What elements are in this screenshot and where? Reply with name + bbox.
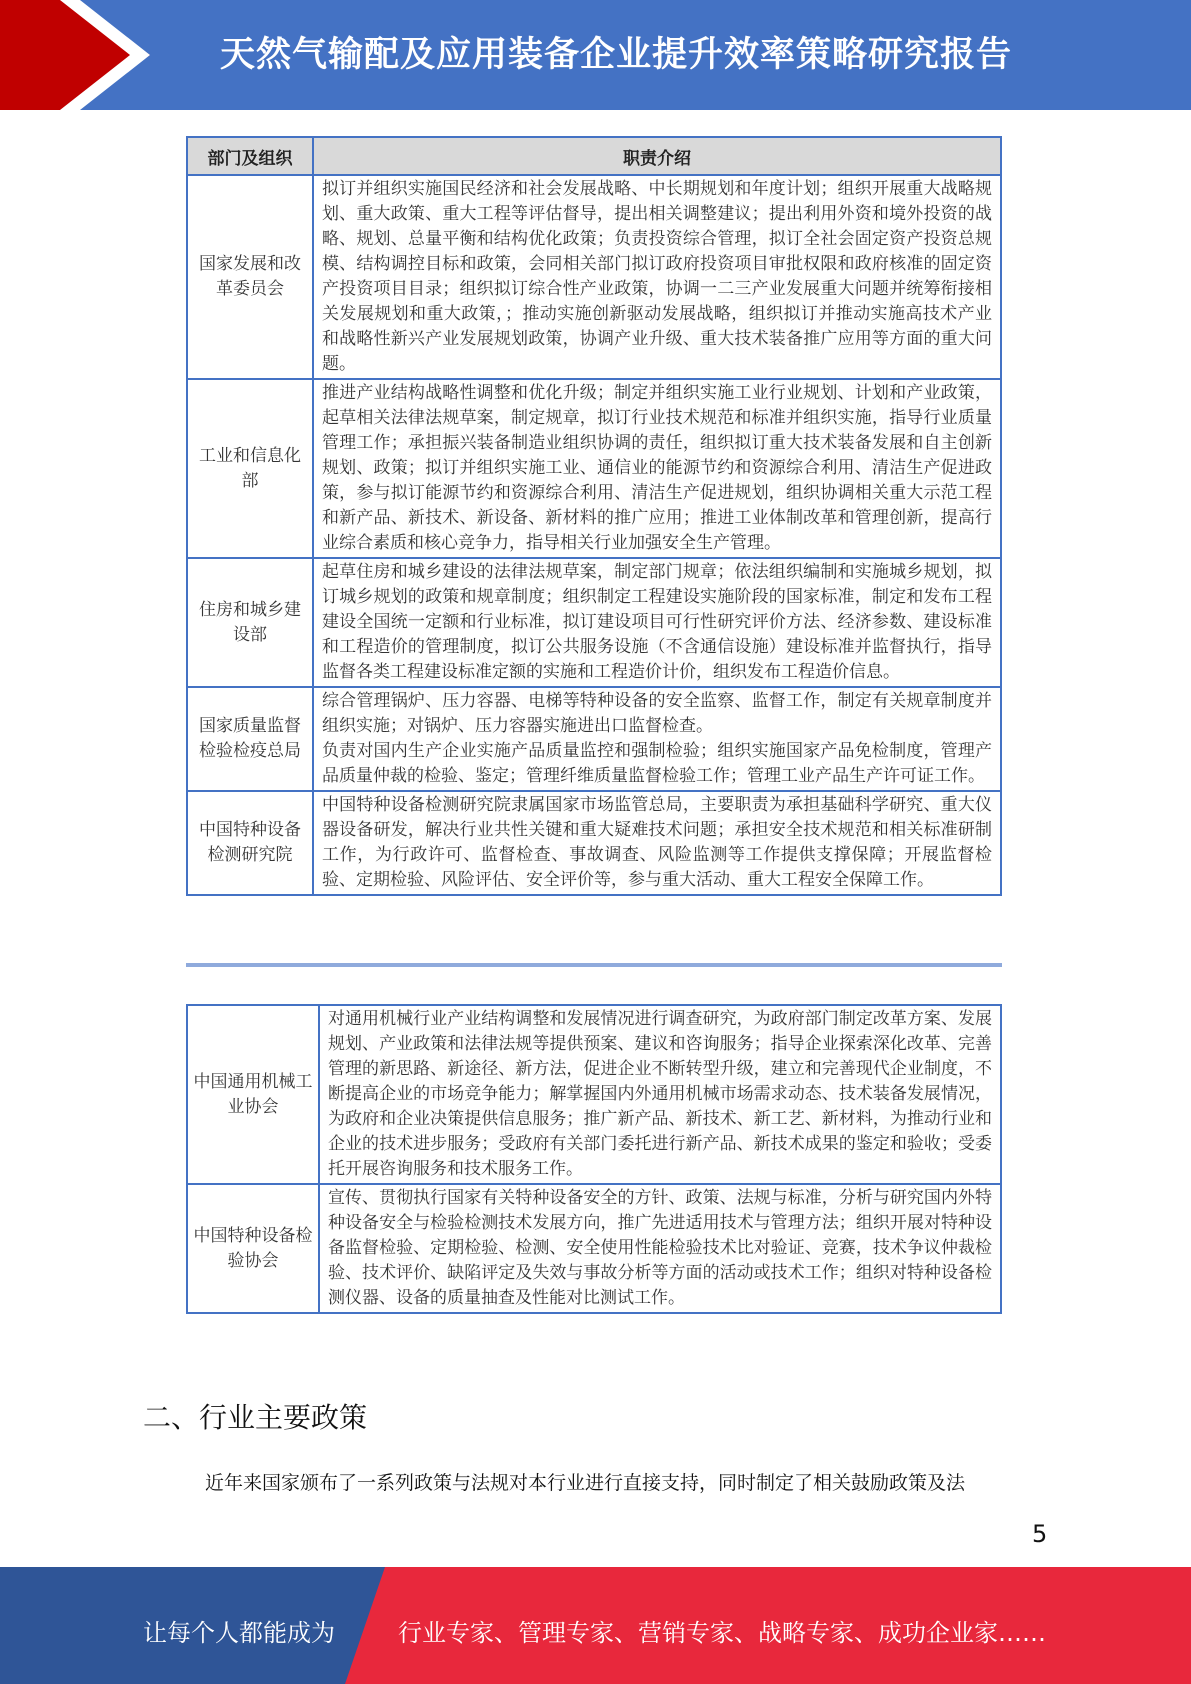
table-row (187, 1184, 1001, 1313)
table-row (187, 558, 1001, 687)
org-name-cell: 住房和城乡建设部 (187, 558, 313, 687)
duty-paragraph: 综合管理锅炉、压力容器、电梯等特种设备的安全监察、监督工作，制定有关规章制度并组织实施；对锅炉、压力容器实施进出口监督检查。 (322, 691, 992, 736)
body-paragraph: 近年来国家颁布了一系列政策与法规对本行业进行直接支持，同时制定了相关鼓励政策及法 (205, 1472, 966, 1494)
footer-slogan-right: 行业专家、管理专家、营销专家、战略专家、成功企业家…… (398, 1619, 1046, 1647)
org-name-cell: 国家发展和改革委员会 (187, 175, 313, 379)
table-row (187, 175, 1001, 379)
duty-description-cell (319, 1005, 1001, 1184)
duty-paragraph: 宣传、贯彻执行国家有关特种设备安全的方针、政策、法规与标准，分析与研究国内外特种设备安全与检验检测技术发展方向，推广先进适用技术与管理方法；组织开展对特种设备监督检验、定期检验、检测、安全使用性能检验技术比对验证、竞赛，技术争议仲裁检验、技术评价、缺陷评定及失效与事故分析等方面的活动或技术工作；组织对特种设备检测仪器、设备的质量抽查及性能对比测试工作。 (328, 1188, 992, 1308)
document-title: 天然气输配及应用装备企业提升效率策略研究报告 (220, 35, 1013, 75)
duty-description-cell (313, 791, 1001, 895)
table-row (187, 791, 1001, 895)
duty-table-continued (186, 1004, 1002, 1314)
duty-description-cell (319, 1184, 1001, 1313)
duty-paragraph: 中国特种设备检测研究院隶属国家市场监管总局，主要职责为承担基础科学研究、重大仪器设备研发，解决行业共性关键和重大疑难技术问题；承担安全技术规范和相关标准研制工作，为行政许可、监督检查、事故调查、风险监测等工作提供支撑保障；开展监督检验、定期检验、风险评估、安全评价等，参与重大活动、重大工程安全保障工作。 (322, 795, 992, 890)
duty-paragraph: 负责对国内生产企业实施产品质量监控和强制检验；组织实施国家产品免检制度，管理产品质量仲裁的检验、鉴定；管理纤维质量监督检验工作；管理工业产品生产许可证工作。 (322, 741, 992, 786)
duty-description-cell (313, 687, 1001, 791)
table-row (187, 687, 1001, 791)
duty-paragraph: 拟订并组织实施国民经济和社会发展战略、中长期规划和年度计划；组织开展重大战略规划、重大政策、重大工程等评估督导，提出相关调整建议；提出利用外资和境外投资的战略、规划、总量平衡和结构优化政策；负责投资综合管理，拟订全社会固定资产投资总规模、结构调控目标和政策，会同相关部门拟订政府投资项目审批权限和政府核准的固定资产投资项目目录；组织拟订综合性产业政策，协调一二三产业发展重大问题并统筹衔接相关发展规划和重大政策，；推动实施创新驱动发展战略，组织拟订并推动实施高技术产业和战略性新兴产业发展规划政策，协调产业升级、重大技术装备推广应用等方面的重大问题。 (322, 179, 992, 374)
table-row (187, 379, 1001, 558)
column-header-duty: 职责介绍 (313, 137, 1001, 175)
org-name-cell: 中国通用机械工业协会 (187, 1005, 319, 1184)
table-row (187, 1005, 1001, 1184)
duty-description-cell (313, 558, 1001, 687)
table-body (187, 1005, 1001, 1313)
duty-description-cell (313, 175, 1001, 379)
section-heading: 二、行业主要政策 (143, 1401, 368, 1434)
duty-description-cell (313, 379, 1001, 558)
table-header-row (187, 137, 1001, 175)
duty-paragraph: 推进产业结构战略性调整和优化升级；制定并组织实施工业行业规划、计划和产业政策，起草相关法律法规草案，制定规章，拟订行业技术规范和标准并组织实施，指导行业质量管理工作；承担振兴装备制造业组织协调的责任，组织拟订重大技术装备发展和自主创新规划、政策；拟订并组织实施工业、通信业的能源节约和资源综合利用、清洁生产促进政策，参与拟订能源节约和资源综合利用、清洁生产促进规划，组织协调相关重大示范工程和新产品、新技术、新设备、新材料的推广应用；推进工业体制改革和管理创新，提高行业综合素质和核心竞争力，指导相关行业加强安全生产管理。 (322, 383, 992, 553)
duty-paragraph: 起草住房和城乡建设的法律法规草案，制定部门规章；依法组织编制和实施城乡规划，拟订城乡规划的政策和规章制度；组织制定工程建设实施阶段的国家标准，制定和发布工程建设全国统一定额和行业标准，拟订建设项目可行性研究评价方法、经济参数、建设标准和工程造价的管理制度，拟订公共服务设施（不含通信设施）建设标准并监督执行，指导监督各类工程建设标准定额的实施和工程造价计价，组织发布工程造价信息。 (322, 562, 992, 682)
org-name-cell: 国家质量监督检验检疫总局 (187, 687, 313, 791)
column-header-org: 部门及组织 (187, 137, 313, 175)
org-name-cell: 中国特种设备检测研究院 (187, 791, 313, 895)
table-body (187, 175, 1001, 895)
org-name-cell: 工业和信息化部 (187, 379, 313, 558)
org-name-cell: 中国特种设备检验协会 (187, 1184, 319, 1313)
duty-paragraph: 对通用机械行业产业结构调整和发展情况进行调查研究，为政府部门制定改革方案、发展规划、产业政策和法律法规等提供预案、建议和咨询服务；指导企业探索深化改革、完善管理的新思路、新途径、新方法，促进企业不断转型升级，建立和完善现代企业制度，不断提高企业的市场竞争能力；解掌握国内外通用机械市场需求动态、技术装备发展情况，为政府和企业决策提供信息服务；推广新产品、新技术、新工艺、新材料，为推动行业和企业的技术进步服务；受政府有关部门委托进行新产品、新技术成果的鉴定和验收；受委托开展咨询服务和技术服务工作。 (328, 1009, 992, 1179)
footer-slogan-left: 让每个人都能成为 (143, 1619, 335, 1647)
duty-table (186, 136, 1002, 896)
table-page-break (186, 963, 1002, 967)
page-number: 5 (1032, 1520, 1048, 1548)
